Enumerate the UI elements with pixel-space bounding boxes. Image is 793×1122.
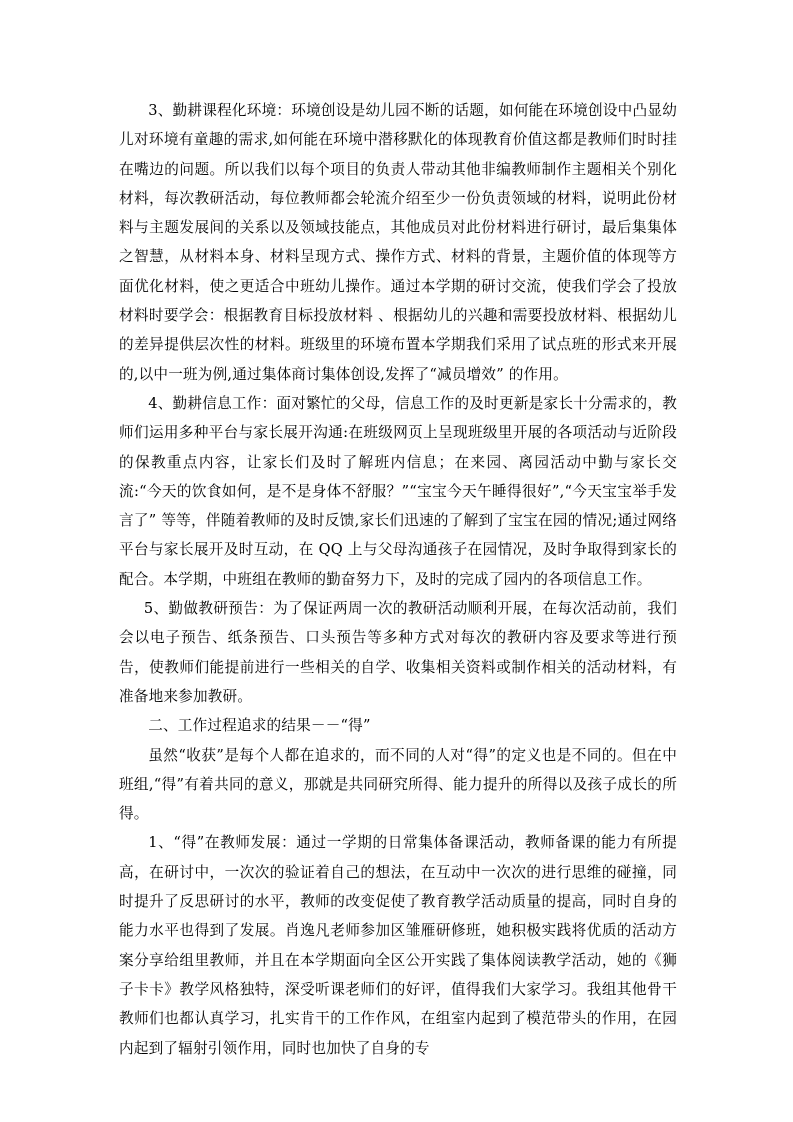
section-heading-results: 二、工作过程追求的结果－－“得” [148, 717, 371, 735]
document-page [119, 96, 677, 1063]
paragraph-gains-intro: 虽然“收获”是每个人都在追求的，而不同的人对“得”的定义也是不同的。但在中班组,“得”有着共同的意义，那就是共同研究所得、能力提升的所得以及孩子成长的所得。 [119, 746, 677, 823]
paragraph-research-preview: 5、勤做教研预告：为了保证两周一次的教研活动顺利开展，在每次活动前，我们会以电子预告、纸条预告、口头预告等多种方式对每次的教研内容及要求等进行预告，使教师们能提前进行一些相关的自学、收集相关资料或制作相关的活动材料，有准备地来参加教研。 [119, 600, 677, 705]
paragraph-information-work: 4、勤耕信息工作：面对繁忙的父母，信息工作的及时更新是家长十分需求的，教师们运用多种平台与家长展开沟通:在班级网页上呈现班级里开展的各项活动与近阶段的保教重点内容，让家长们及时了解班内信息；在来园、离园活动中勤与家长交流:“今天的饮食如何，是不是身体不舒服？”“宝宝今天午睡得很好”,“今天宝宝举手发言了” 等等，伴随着教师的及时反馈,家长们迅速的了解到了宝宝在园的情况;通过网络平台与家长展开及时互动，在 QQ 上与父母沟通孩子在园情况，及时争取得到家长的配合。本学期，中班组在教师的勤奋努力下，及时的完成了园内的各项信息工作。 [119, 394, 677, 588]
paragraph-curriculum-environment: 3、勤耕课程化环境：环境创设是幼儿园不断的话题，如何能在环境创设中凸显幼儿对环境有童趣的需求,如何能在环境中潜移默化的体现教育价值这都是教师们时时挂在嘴边的问题。所以我们以每个项目的负责人带动其他非编教师制作主题相关个别化材料，每次教研活动，每位教师都会轮流介绍至少一份负责领域的材料，说明此份材料与主题发展间的关系以及领域技能点，其他成员对此份材料进行研讨，最后集集体之智慧，从材料本身、材料呈现方式、操作方式、材料的背景，主题价值的体现等方面优化材料，使之更适合中班幼儿操作。通过本学期的研讨交流，使我们学会了投放材料时要学会：根据教育目标投放材料 、根据幼儿的兴趣和需要投放材料、根据幼儿的差异提供层次性的材料。班级里的环境布置本学期我们采用了试点班的形式来开展的,以中一班为例,通过集体商讨集体创设,发挥了“减员增效” 的作用。 [119, 102, 677, 383]
paragraph-teacher-development: 1、“得”在教师发展：通过一学期的日常集体备课活动，教师备课的能力有所提高，在研讨中，一次次的验证着自己的想法，在互动中一次次的进行思维的碰撞，同时提升了反思研讨的水平，教师的改变促使了教育教学活动质量的提高，同时自身的能力水平也得到了发展。肖逸凡老师参加区雏雁研修班，她积极实践将优质的活动方案分享给组里教师，并且在本学期面向全区公开实践了集体阅读教学活动，她的《狮子卡卡》教学风格独特，深受听课老师们的好评，值得我们大家学习。我组其他骨干教师们也都认真学习，扎实肯干的工作作风，在组室内起到了模范带头的作用，在园内起到了辐射引领作用，同时也加快了自身的专 [119, 834, 677, 1057]
